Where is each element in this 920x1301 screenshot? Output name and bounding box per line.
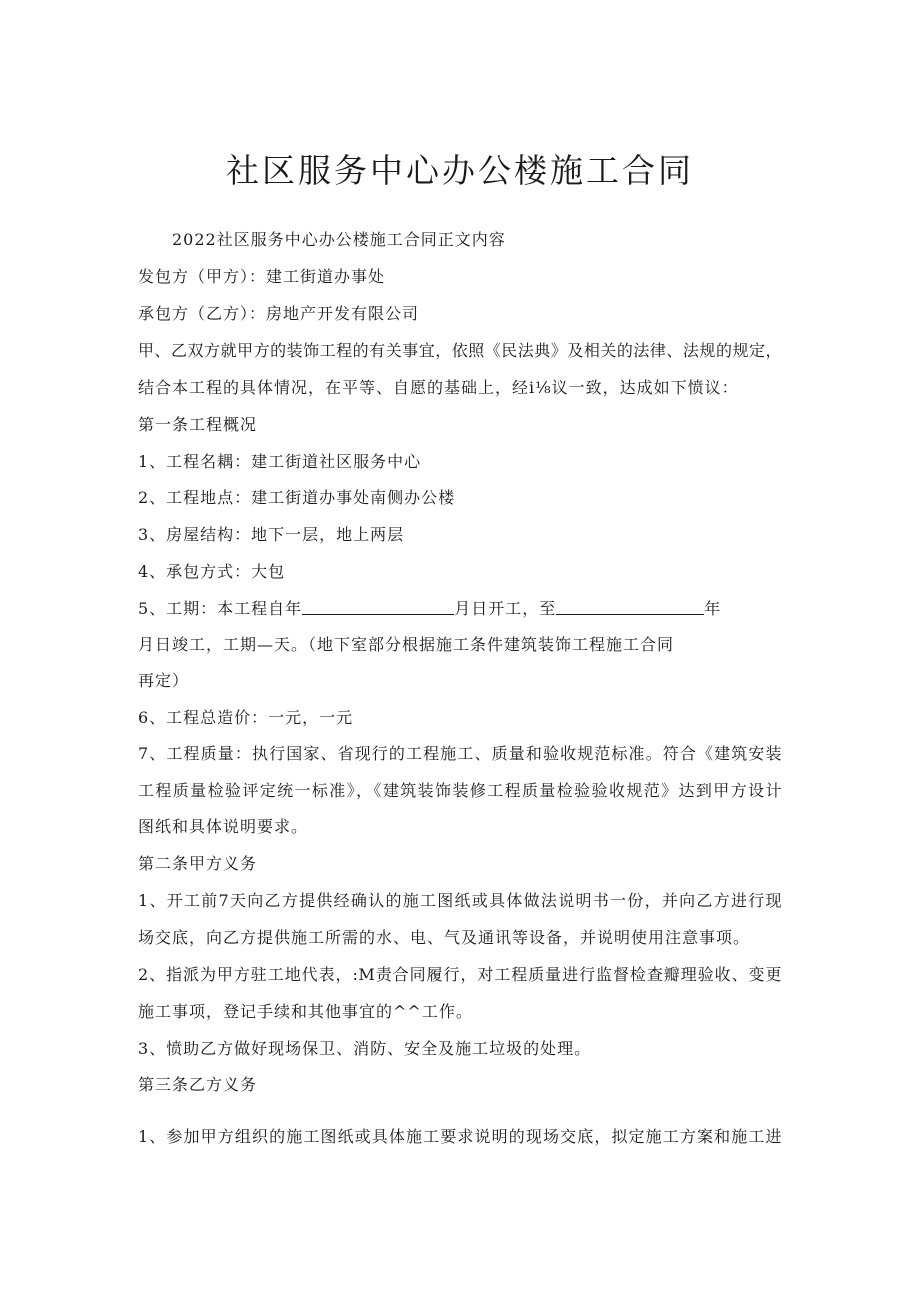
party-a: 发包方（甲方）：建工街道办事处 xyxy=(138,267,386,286)
document-title: 社区服务中心办公楼施工合同 xyxy=(226,151,694,190)
schedule-line-2: 月日竣工，工期—天。（地下室部分根据施工条件建筑装饰工程施工合同 xyxy=(138,635,675,654)
article-1-item-2: 2、工程地点：建工街道办事处南侧办公楼 xyxy=(138,488,456,507)
article-2-item-3: 3、愤助乙方做好现场保卫、消防、安全及施工垃圾的处理。 xyxy=(138,1039,592,1058)
article-1-heading: 第一条工程概况 xyxy=(138,415,258,434)
intro-line-2: 结合本工程的具体情况，在平等、自愿的基础上，经i⅛议一致，达成如下愤议： xyxy=(138,378,739,397)
article-1-item-1: 1、工程名耦：建工街道社区服务中心 xyxy=(138,452,422,471)
quality-line-1: 7、工程质量：执行国家、省现行的工程施工、质量和验收规范标准。符合《建筑安装 xyxy=(138,744,782,763)
article-1-item-3: 3、房屋结构：地下一层，地上两层 xyxy=(138,525,405,544)
schedule-line-3: 再定） xyxy=(138,671,190,690)
start-date-blank xyxy=(302,597,454,615)
schedule-prefix: 5、工期：本工程自年 xyxy=(138,599,303,618)
article-3-heading: 第三条乙方义务 xyxy=(138,1075,258,1094)
article-2-item-1-line-1: 1、开工前7天向乙方提供经确认的施工图纸或具体做法说明书一份，并向乙方进行现 xyxy=(138,891,782,910)
quality-line-2: 工程质量检验评定统一标准》，《建筑装饰装修工程质量检验验收规范》达到甲方设计 xyxy=(138,781,782,800)
article-1-item-6: 6、工程总造价：一元，一元 xyxy=(138,708,354,727)
intro-line-1: 甲、乙双方就甲方的装饰工程的有关事宜，依照《民法典》及相关的法律、法规的规定， xyxy=(138,341,782,360)
schedule-suffix: 年 xyxy=(704,599,722,618)
article-1-item-4: 4、承包方式：大包 xyxy=(138,562,286,581)
article-2-heading: 第二条甲方义务 xyxy=(138,854,258,873)
article-3-item-1: 1、参加甲方组织的施工图纸或具体施工要求说明的现场交底，拟定施工方案和施工进 xyxy=(138,1127,782,1146)
end-date-blank xyxy=(556,597,704,615)
article-2-item-2-line-1: 2、指派为甲方驻工地代表，:M责合同履行，对工程质量进行监督检查瓣理验收、变更 xyxy=(138,965,782,984)
article-1-item-5 xyxy=(138,597,721,621)
party-b: 承包方（乙方）：房地产开发有限公司 xyxy=(138,304,420,323)
quality-line-3: 图纸和具体说明要求。 xyxy=(138,817,309,836)
schedule-middle: 月日开工，至 xyxy=(454,599,557,618)
article-2-item-2-line-2: 施工事项，登记手续和其他事宜的^^工作。 xyxy=(138,1002,473,1021)
article-2-item-1-line-2: 场交底，向乙方提供施工所需的水、电、气及通讯等设备，并说明使用注意事项。 xyxy=(138,928,751,947)
subtitle: 2022社区服务中心办公楼施工合同正文内容 xyxy=(172,230,506,249)
